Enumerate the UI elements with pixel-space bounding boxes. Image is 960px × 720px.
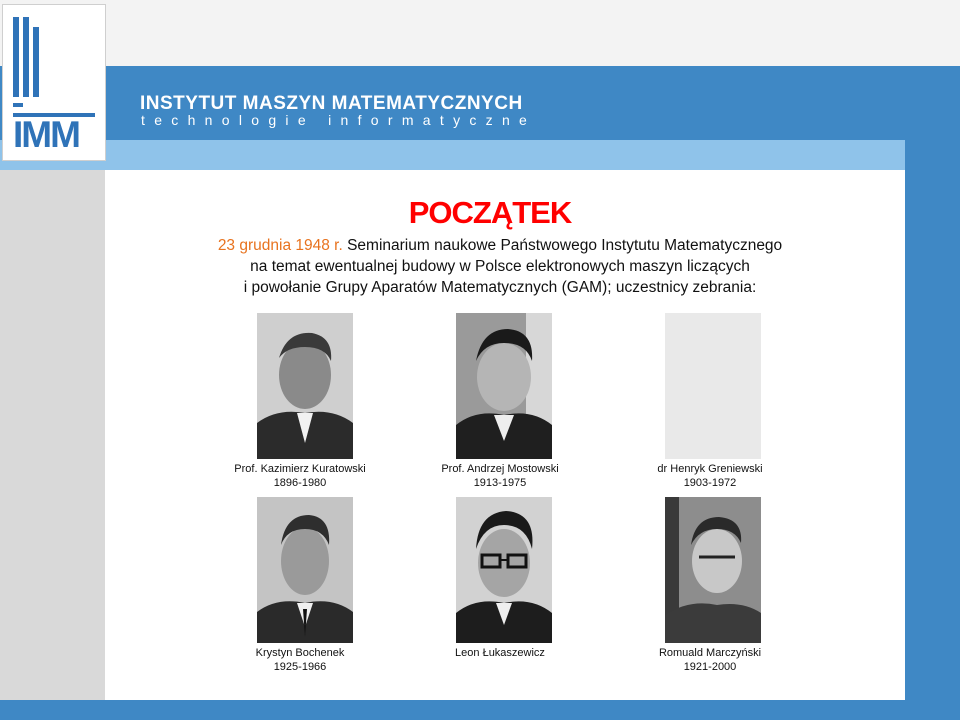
institute-name: INSTYTUT MASZYN MATEMATYCZNYCH (140, 93, 523, 114)
seminar-date: 23 grudnia 1948 r. (217, 237, 343, 254)
participant-name: Krystyn Bochenek (255, 647, 345, 659)
intro-line-1 (150, 237, 850, 255)
participant-years: 1921-2000 (683, 661, 737, 673)
participant-years: 1896-1980 (273, 477, 327, 489)
caption-greniewski (620, 462, 800, 490)
participant-name: Romuald Marczyński (658, 647, 762, 659)
caption-marczynski (620, 646, 800, 674)
left-border-strip (0, 170, 105, 700)
intro-line-1-text: Seminarium naukowe Państwowego Instytutu Matematycznego (347, 237, 783, 254)
participant-years: 1925-1966 (273, 661, 327, 673)
caption-mostowski (410, 462, 590, 490)
portrait-greniewski-placeholder (665, 313, 761, 459)
portrait-mostowski (456, 313, 552, 459)
portrait-bochenek (257, 497, 353, 643)
portrait-marczynski (665, 497, 761, 643)
intro-line-2: na temat ewentualnej budowy w Polsce elektronowych maszyn liczących (250, 258, 750, 275)
participant-years: 1903-1972 (683, 477, 737, 489)
institute-tagline: technologie informatyczne (141, 112, 537, 128)
caption-lukaszewicz (410, 646, 590, 660)
caption-bochenek (210, 646, 390, 674)
participant-name: dr Henryk Greniewski (657, 463, 763, 475)
participant-name: Prof. Andrzej Mostowski (441, 463, 559, 475)
participant-years: 1913-1975 (473, 477, 527, 489)
bottom-border-strip (0, 700, 960, 720)
participant-name: Prof. Kazimierz Kuratowski (234, 463, 366, 475)
caption-kuratowski (210, 462, 390, 490)
portrait-kuratowski (257, 313, 353, 459)
page-title: POCZĄTEK (408, 195, 572, 230)
right-border-strip (905, 140, 960, 720)
intro-line-3: i powołanie Grupy Aparatów Matematycznych (GAM); uczestnicy zebrania: (243, 279, 757, 296)
header-light-band (0, 140, 905, 170)
imm-logo (2, 4, 106, 161)
svg-text:IMM: IMM (13, 114, 79, 152)
portrait-lukaszewicz (456, 497, 552, 643)
imm-logo-mark (13, 17, 95, 152)
top-band (0, 0, 960, 66)
participant-name: Leon Łukaszewicz (455, 647, 545, 659)
